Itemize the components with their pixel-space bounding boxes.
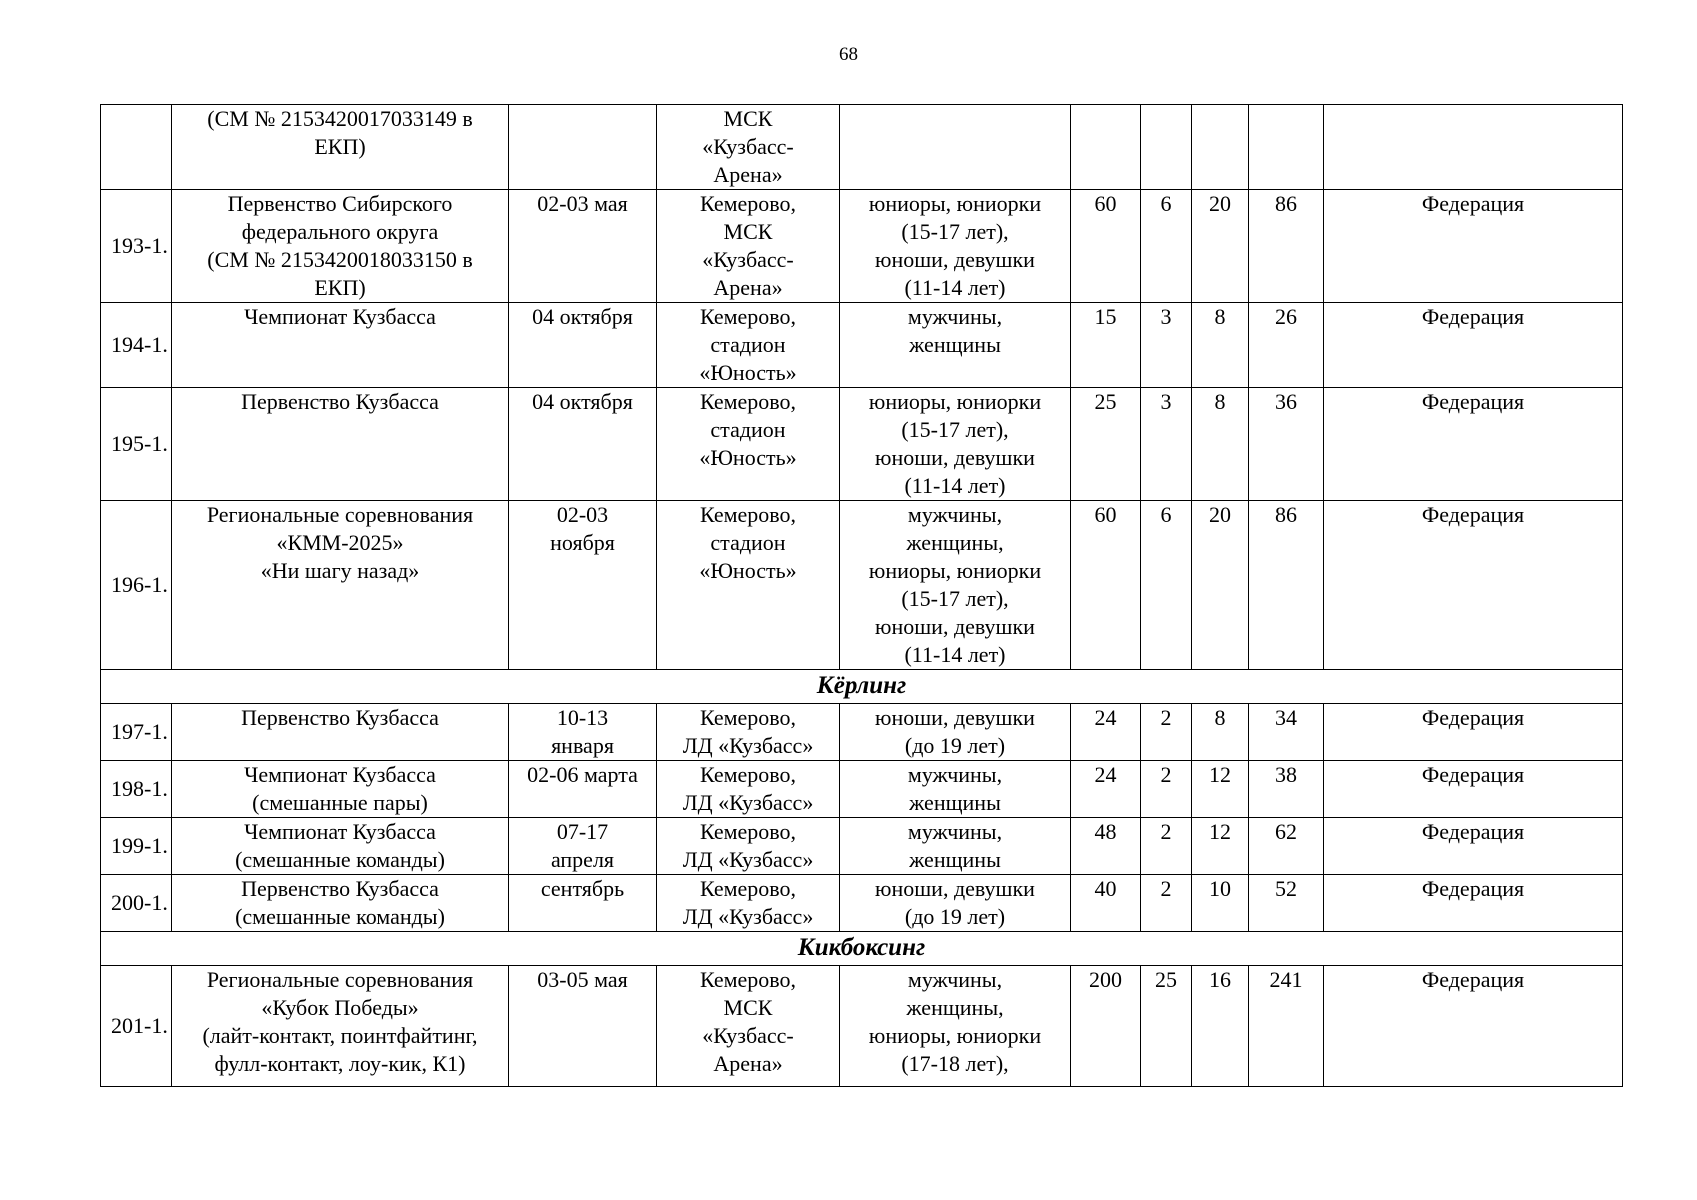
- section-title: Кикбоксинг: [101, 932, 1623, 966]
- count-total-cell: [1249, 501, 1324, 670]
- event-date: 02-03 мая: [537, 191, 628, 216]
- participants-cell: [840, 190, 1071, 303]
- event-name: Первенство Сибирского федерального округа (СМ № 2153420018033150 в ЕКП): [207, 191, 473, 300]
- count-athletes: 15: [1094, 304, 1117, 329]
- row-number-cell: [101, 105, 172, 190]
- event-date: 07-17 апреля: [550, 819, 615, 872]
- event-name: (СМ № 2153420017033149 в ЕКП): [207, 106, 473, 159]
- event-place: Кемерово, МСК «Кузбасс- Арена»: [699, 967, 797, 1076]
- table-row: [101, 190, 1623, 303]
- event-name-cell: [172, 388, 509, 501]
- event-name: Региональные соревнования «Кубок Победы» (лайт-контакт, поинтфайтинг, фулл-контакт, лоу-кик, К1): [202, 967, 478, 1076]
- count-coaches-cell: [1141, 105, 1192, 190]
- count-total: 86: [1275, 191, 1297, 216]
- count-coaches-cell: [1141, 875, 1192, 932]
- event-date-cell: [509, 704, 657, 761]
- count-total: 34: [1275, 705, 1297, 730]
- count-judges: 12: [1209, 819, 1231, 844]
- event-name-cell: [172, 818, 509, 875]
- count-total-cell: [1249, 966, 1324, 1087]
- event-place: Кемерово, стадион «Юность»: [699, 502, 797, 583]
- event-date-cell: [509, 105, 657, 190]
- event-place-cell: [657, 388, 840, 501]
- organizer-cell: [1324, 105, 1623, 190]
- event-place-cell: [657, 761, 840, 818]
- row-number-cell: [101, 501, 172, 670]
- row-number-cell: [101, 966, 172, 1087]
- count-total: 36: [1275, 389, 1297, 414]
- count-judges: 8: [1214, 389, 1226, 414]
- count-judges: 16: [1209, 967, 1231, 992]
- row-number-cell: [101, 761, 172, 818]
- organizer: Федерация: [1421, 502, 1525, 527]
- table-row: [101, 875, 1623, 932]
- count-coaches: 6: [1160, 191, 1172, 216]
- count-judges-cell: [1192, 875, 1249, 932]
- event-place-cell: [657, 818, 840, 875]
- count-total-cell: [1249, 818, 1324, 875]
- event-name-cell: [172, 303, 509, 388]
- count-coaches: 2: [1160, 876, 1172, 901]
- count-judges: 10: [1209, 876, 1231, 901]
- count-athletes-cell: [1071, 818, 1141, 875]
- count-coaches-cell: [1141, 966, 1192, 1087]
- count-athletes: 24: [1094, 762, 1117, 787]
- organizer-cell: [1324, 818, 1623, 875]
- event-place-cell: [657, 190, 840, 303]
- organizer-cell: [1324, 704, 1623, 761]
- event-place: Кемерово, ЛД «Кузбасс»: [682, 762, 814, 815]
- count-total: 52: [1275, 876, 1297, 901]
- count-athletes-cell: [1071, 190, 1141, 303]
- count-coaches-cell: [1141, 190, 1192, 303]
- count-coaches: 2: [1160, 819, 1172, 844]
- table-row: [101, 966, 1623, 1087]
- event-date-cell: [509, 966, 657, 1087]
- event-place-cell: [657, 704, 840, 761]
- row-number-cell: [101, 875, 172, 932]
- count-coaches-cell: [1141, 704, 1192, 761]
- count-total: 26: [1275, 304, 1297, 329]
- count-judges: 8: [1214, 705, 1226, 730]
- count-athletes: 25: [1094, 389, 1117, 414]
- participants: юниоры, юниорки (15-17 лет), юноши, девушки (11-14 лет): [868, 191, 1042, 300]
- event-name-cell: [172, 761, 509, 818]
- count-judges-cell: [1192, 388, 1249, 501]
- event-place: Кемерово, стадион «Юность»: [699, 304, 797, 385]
- participants-cell: [840, 818, 1071, 875]
- event-name-cell: [172, 704, 509, 761]
- count-total: 241: [1269, 967, 1303, 992]
- row-number-cell: [101, 190, 172, 303]
- event-date: 04 октября: [532, 389, 633, 414]
- events-table: [100, 104, 1623, 1087]
- organizer-cell: [1324, 761, 1623, 818]
- event-date-cell: [509, 875, 657, 932]
- count-athletes: 48: [1094, 819, 1117, 844]
- event-name: Региональные соревнования «КММ-2025» «Ни шагу назад»: [206, 502, 474, 583]
- participants: мужчины, женщины, юниоры, юниорки (15-17 лет), юноши, девушки (11-14 лет): [868, 502, 1042, 667]
- row-number: 195-1.: [111, 431, 168, 456]
- event-date: 02-03 ноября: [550, 502, 615, 555]
- organizer: Федерация: [1421, 967, 1525, 992]
- organizer-cell: [1324, 966, 1623, 1087]
- count-total: 86: [1275, 502, 1297, 527]
- count-judges-cell: [1192, 105, 1249, 190]
- count-judges: 8: [1214, 304, 1226, 329]
- organizer: Федерация: [1421, 304, 1525, 329]
- count-total-cell: [1249, 761, 1324, 818]
- count-athletes-cell: [1071, 966, 1141, 1087]
- count-athletes: 60: [1094, 502, 1117, 527]
- participants-cell: [840, 501, 1071, 670]
- count-coaches: 3: [1160, 389, 1172, 414]
- event-place-cell: [657, 875, 840, 932]
- events-table-body: [101, 105, 1623, 1087]
- count-judges-cell: [1192, 704, 1249, 761]
- count-coaches-cell: [1141, 501, 1192, 670]
- row-number: 194-1.: [111, 332, 168, 357]
- row-number: 196-1.: [111, 572, 168, 597]
- section-header-row: [101, 670, 1623, 704]
- participants: юноши, девушки (до 19 лет): [875, 705, 1035, 758]
- count-total: 62: [1275, 819, 1297, 844]
- count-judges-cell: [1192, 501, 1249, 670]
- event-date-cell: [509, 761, 657, 818]
- participants: юниоры, юниорки (15-17 лет), юноши, девушки (11-14 лет): [868, 389, 1042, 498]
- row-number: 197-1.: [111, 719, 168, 744]
- participants-cell: [840, 966, 1071, 1087]
- organizer: Федерация: [1421, 819, 1525, 844]
- participants: юноши, девушки (до 19 лет): [875, 876, 1035, 929]
- event-name: Первенство Кузбасса: [241, 389, 439, 414]
- count-judges-cell: [1192, 761, 1249, 818]
- count-athletes-cell: [1071, 875, 1141, 932]
- event-date-cell: [509, 303, 657, 388]
- count-coaches-cell: [1141, 761, 1192, 818]
- count-total: 38: [1275, 762, 1297, 787]
- section-title: Кёрлинг: [101, 670, 1623, 704]
- row-number-cell: [101, 303, 172, 388]
- row-number: 200-1.: [111, 890, 168, 915]
- event-name-cell: [172, 190, 509, 303]
- organizer-cell: [1324, 501, 1623, 670]
- participants-cell: [840, 105, 1071, 190]
- count-athletes-cell: [1071, 303, 1141, 388]
- count-athletes-cell: [1071, 761, 1141, 818]
- count-total-cell: [1249, 704, 1324, 761]
- event-name: Чемпионат Кузбасса: [244, 304, 436, 329]
- table-row: [101, 704, 1623, 761]
- event-place: МСК «Кузбасс- Арена»: [702, 106, 794, 187]
- row-number: 198-1.: [111, 776, 168, 801]
- event-place-cell: [657, 966, 840, 1087]
- table-row: [101, 303, 1623, 388]
- event-place-cell: [657, 501, 840, 670]
- event-place: Кемерово, стадион «Юность»: [699, 389, 797, 470]
- count-coaches-cell: [1141, 818, 1192, 875]
- event-place: Кемерово, МСК «Кузбасс- Арена»: [699, 191, 797, 300]
- count-total-cell: [1249, 875, 1324, 932]
- event-date-cell: [509, 190, 657, 303]
- count-coaches: 3: [1160, 304, 1172, 329]
- participants-cell: [840, 704, 1071, 761]
- count-total-cell: [1249, 105, 1324, 190]
- row-number: 193-1.: [111, 233, 168, 258]
- count-judges: 20: [1209, 502, 1231, 527]
- count-coaches: 6: [1160, 502, 1172, 527]
- event-name: Первенство Кузбасса: [241, 705, 439, 730]
- event-date-cell: [509, 818, 657, 875]
- organizer: Федерация: [1421, 705, 1525, 730]
- event-date: сентябрь: [540, 876, 625, 901]
- organizer-cell: [1324, 875, 1623, 932]
- participants: мужчины, женщины: [907, 819, 1003, 872]
- organizer: Федерация: [1421, 762, 1525, 787]
- count-athletes: 200: [1089, 967, 1122, 992]
- organizer: Федерация: [1421, 389, 1525, 414]
- organizer-cell: [1324, 388, 1623, 501]
- count-athletes: 60: [1094, 191, 1117, 216]
- table-row: [101, 388, 1623, 501]
- participants: мужчины, женщины: [907, 762, 1003, 815]
- count-coaches: 2: [1160, 705, 1172, 730]
- organizer-cell: [1324, 190, 1623, 303]
- row-number: 201-1.: [111, 1013, 168, 1038]
- event-place: Кемерово, ЛД «Кузбасс»: [682, 876, 814, 929]
- event-date: 10-13 января: [551, 705, 614, 758]
- participants: мужчины, женщины, юниоры, юниорки (17-18 лет),: [868, 967, 1042, 1076]
- table-row: [101, 818, 1623, 875]
- count-judges: 20: [1209, 191, 1231, 216]
- row-number: 199-1.: [111, 833, 168, 858]
- count-athletes-cell: [1071, 501, 1141, 670]
- count-judges: 12: [1209, 762, 1231, 787]
- count-coaches: 25: [1155, 967, 1177, 992]
- participants-cell: [840, 388, 1071, 501]
- count-total-cell: [1249, 303, 1324, 388]
- count-judges-cell: [1192, 818, 1249, 875]
- count-coaches-cell: [1141, 388, 1192, 501]
- event-name-cell: [172, 501, 509, 670]
- row-number-cell: [101, 704, 172, 761]
- participants-cell: [840, 875, 1071, 932]
- count-athletes: 40: [1094, 876, 1117, 901]
- count-athletes-cell: [1071, 704, 1141, 761]
- event-place-cell: [657, 303, 840, 388]
- organizer: Федерация: [1421, 191, 1525, 216]
- page-number: 68: [839, 44, 858, 65]
- section-header-row: [101, 932, 1623, 966]
- event-place: Кемерово, ЛД «Кузбасс»: [682, 819, 814, 872]
- event-place-cell: [657, 105, 840, 190]
- participants: мужчины, женщины: [907, 304, 1003, 357]
- count-coaches-cell: [1141, 303, 1192, 388]
- row-number-cell: [101, 818, 172, 875]
- participants-cell: [840, 303, 1071, 388]
- row-number-cell: [101, 388, 172, 501]
- organizer-cell: [1324, 303, 1623, 388]
- event-name-cell: [172, 966, 509, 1087]
- table-row: [101, 501, 1623, 670]
- event-date: 02-06 марта: [527, 762, 638, 787]
- event-name-cell: [172, 105, 509, 190]
- count-total-cell: [1249, 388, 1324, 501]
- count-judges-cell: [1192, 966, 1249, 1087]
- participants-cell: [840, 761, 1071, 818]
- count-judges-cell: [1192, 190, 1249, 303]
- event-name: Чемпионат Кузбасса (смешанные пары): [244, 762, 436, 815]
- count-coaches: 2: [1160, 762, 1172, 787]
- table-row: [101, 105, 1623, 190]
- event-date: 03-05 мая: [537, 967, 628, 992]
- organizer: Федерация: [1421, 876, 1525, 901]
- count-total-cell: [1249, 190, 1324, 303]
- count-athletes-cell: [1071, 105, 1141, 190]
- event-name-cell: [172, 875, 509, 932]
- event-date-cell: [509, 388, 657, 501]
- event-date-cell: [509, 501, 657, 670]
- event-place: Кемерово, ЛД «Кузбасс»: [682, 705, 814, 758]
- count-athletes-cell: [1071, 388, 1141, 501]
- event-date: 04 октября: [532, 304, 633, 329]
- table-row: [101, 761, 1623, 818]
- event-name: Первенство Кузбасса (смешанные команды): [235, 876, 445, 929]
- count-judges-cell: [1192, 303, 1249, 388]
- count-athletes: 24: [1094, 705, 1117, 730]
- event-name: Чемпионат Кузбасса (смешанные команды): [235, 819, 445, 872]
